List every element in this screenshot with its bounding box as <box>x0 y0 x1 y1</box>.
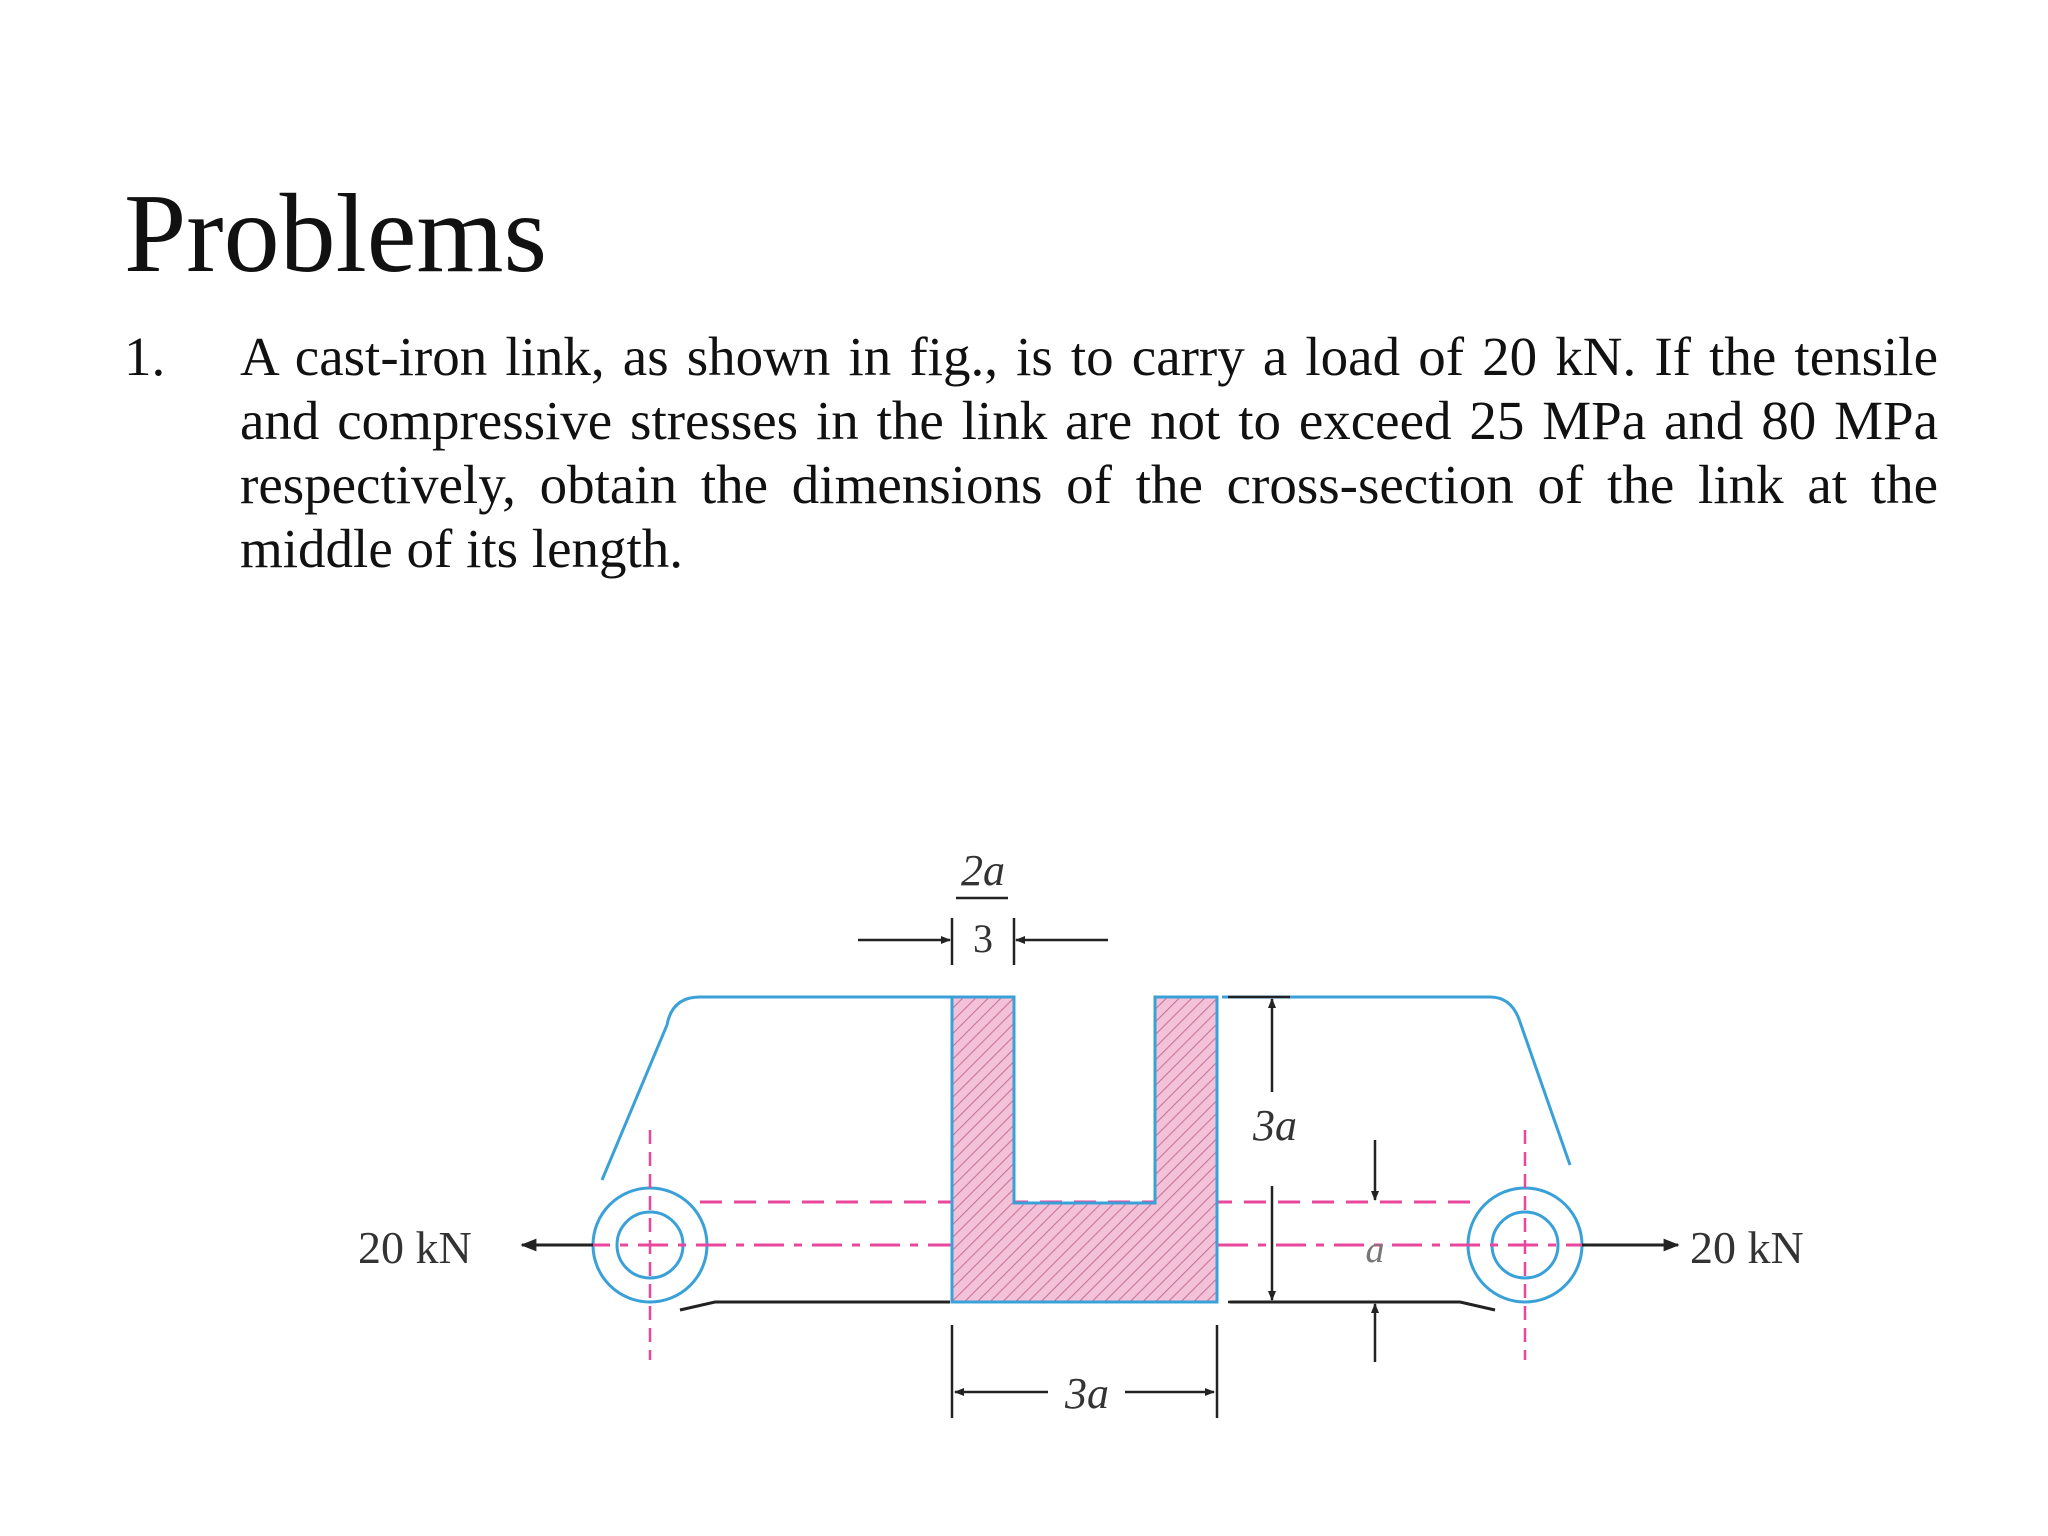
depth-label: 3a <box>1253 1101 1297 1150</box>
flange-thickness-label: a <box>1365 1229 1385 1271</box>
web-thickness-numerator: 2a <box>961 846 1005 895</box>
page-title: Problems <box>124 172 548 296</box>
problem-statement: A cast-iron link, as shown in fig., is to carry a load of 20 kN. If the tensile and compressive stresses in the link are not to exceed 25 MPa and 80 MPa respectively, obtain the dimensions of the cross-section of the link at the middle of its length. <box>240 326 1938 579</box>
link-outline <box>602 997 1570 1180</box>
web-thickness-denominator: 3 <box>973 916 993 961</box>
load-label-left: 20 kN <box>358 1222 472 1273</box>
problem-number: 1. <box>124 326 166 387</box>
load-label-right: 20 kN <box>1690 1222 1804 1273</box>
u-cross-section <box>952 997 1217 1302</box>
width-label: 3a <box>1065 1369 1109 1418</box>
